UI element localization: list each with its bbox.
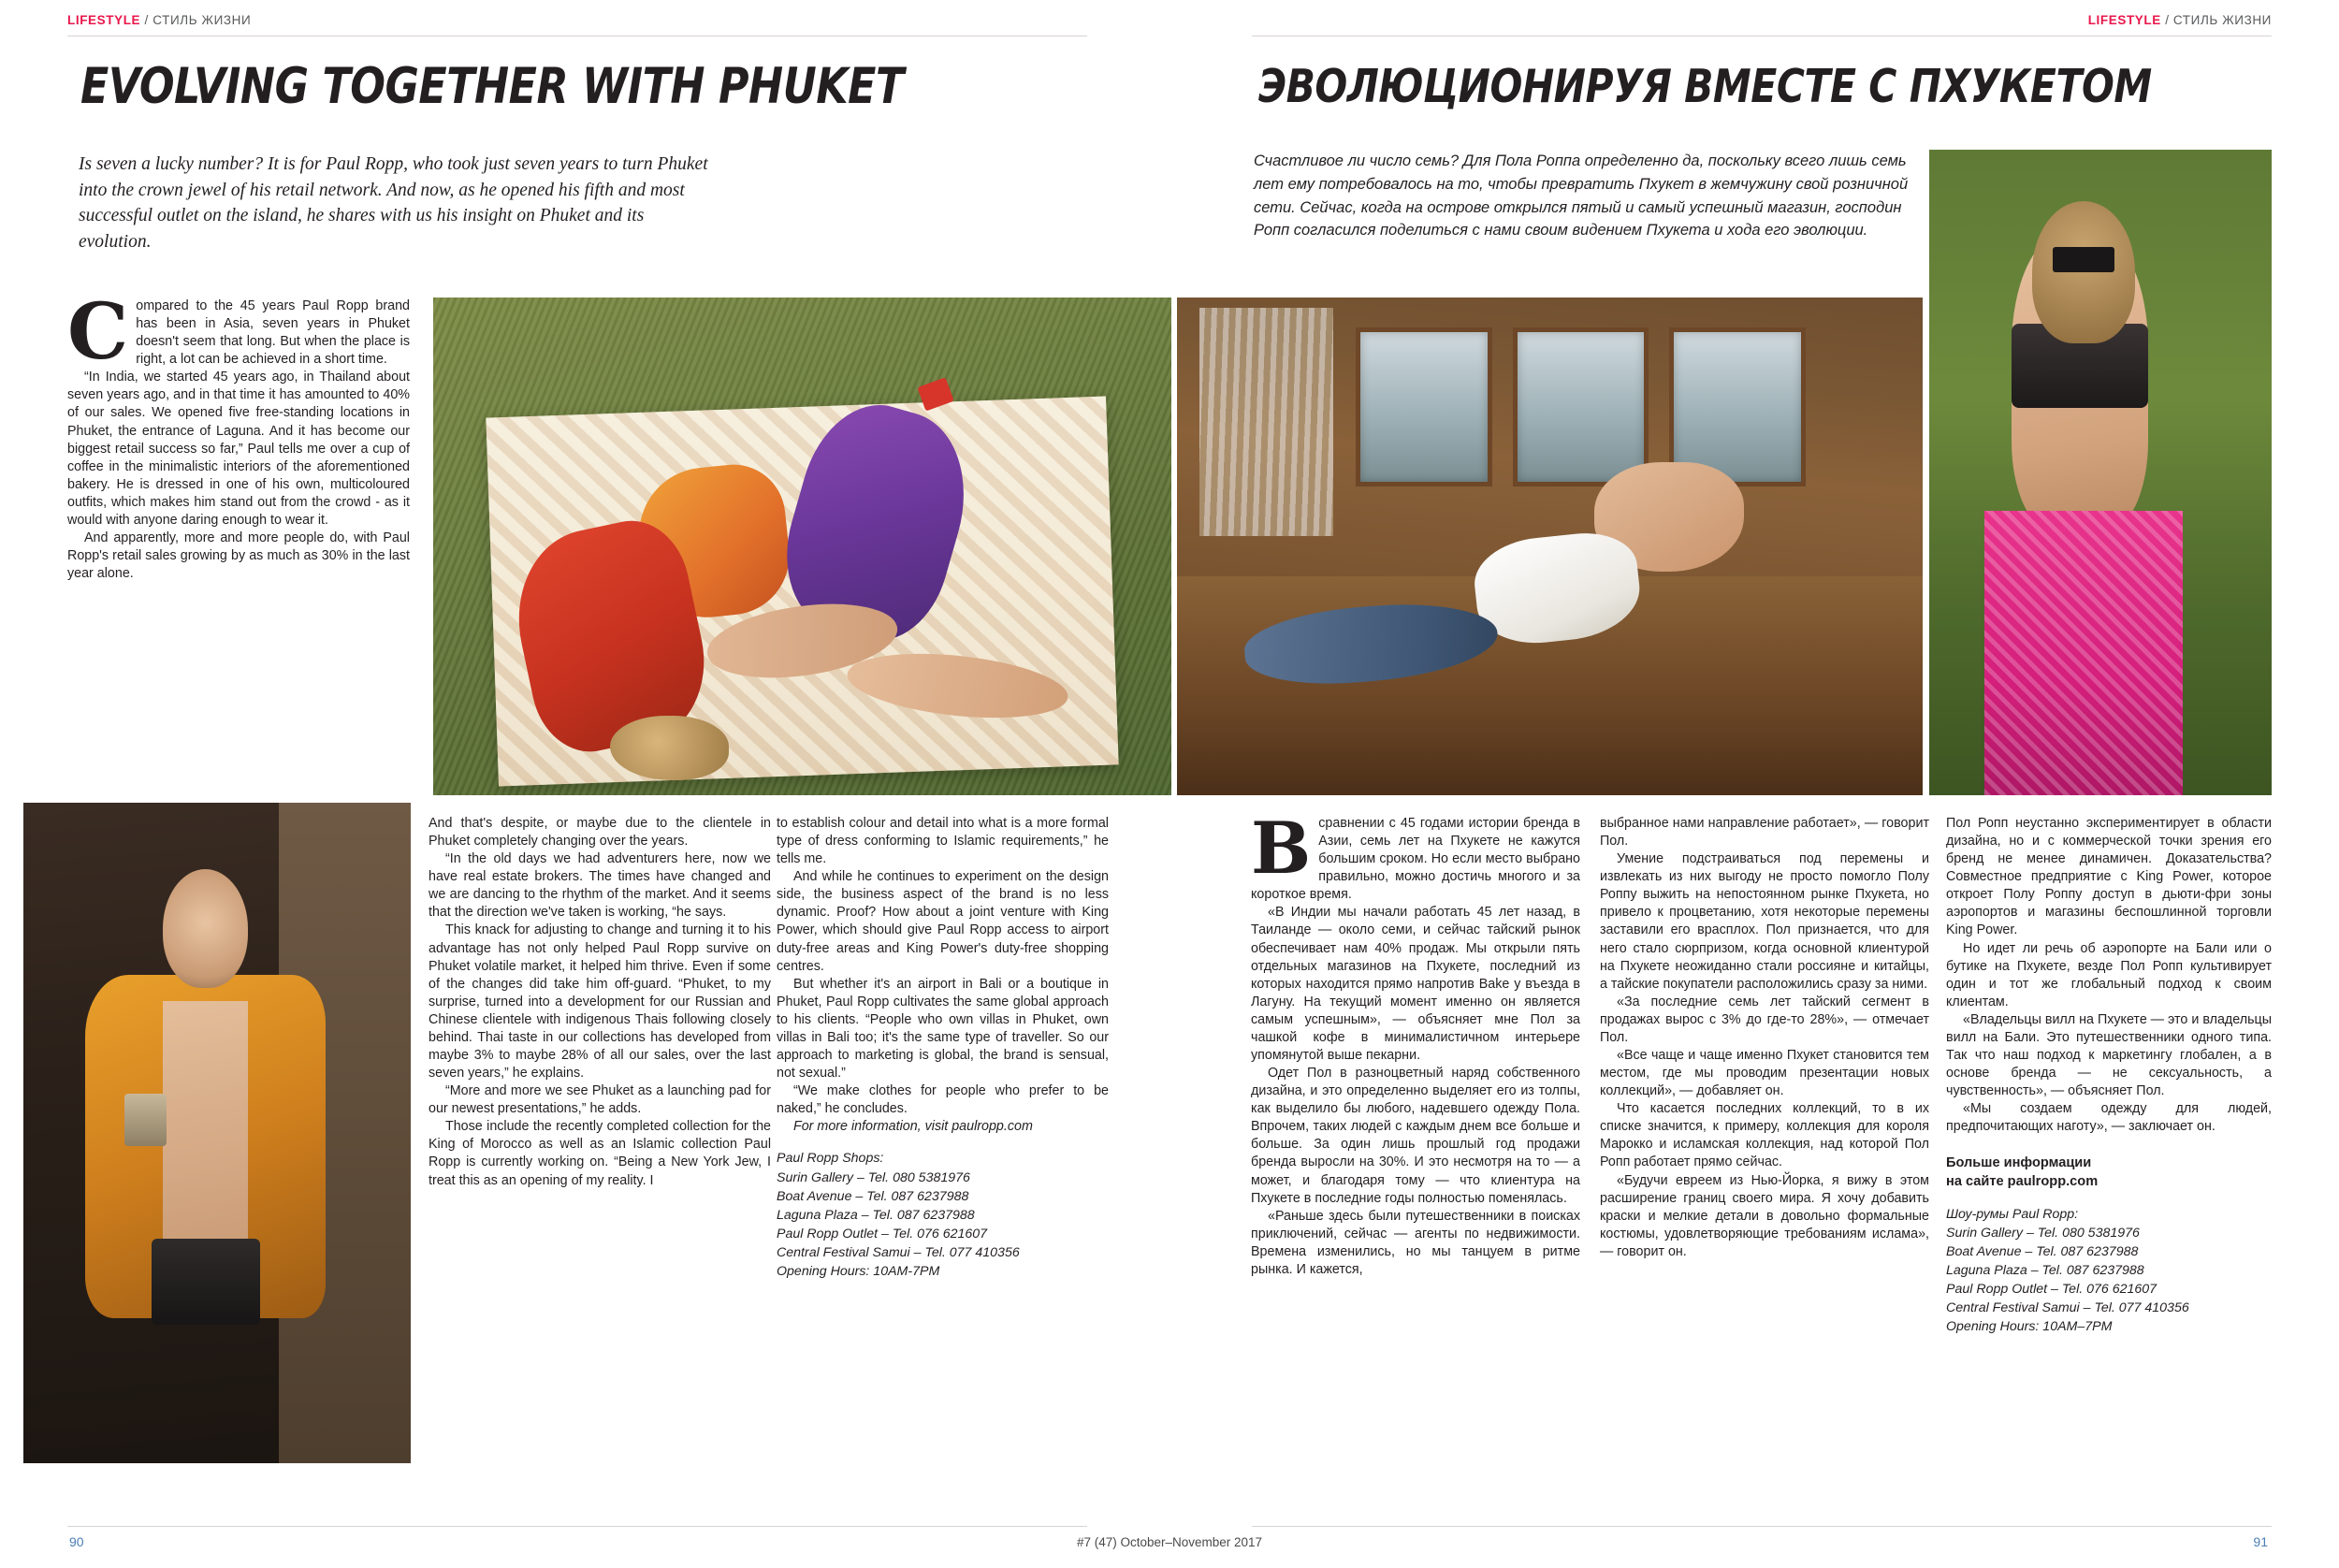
paragraph: «Мы создаем одежду для людей, предпочитающих наготу», — заключает он. xyxy=(1946,1101,2272,1135)
paragraph: «Все чаще и чаще именно Пхукет становится тем местом, где мы проводим презентации новых коллекций», — добавляет он. xyxy=(1600,1048,1929,1099)
paragraph: сравнении с 45 годами истории бренда в Азии, семь лет на Пхукете не кажутся большим сроком. Но если место выбрано правильно, можно достичь многого и за короткое время. xyxy=(1251,816,1580,903)
more-info-russian[interactable] xyxy=(1946,1154,2272,1191)
headline-russian: ЭВОЛЮЦИОНИРУЯ ВМЕСТЕ С ПХУКЕТОМ xyxy=(1258,60,2152,113)
paragraph: Пол Ропп неустанно экспериментирует в области дизайна, но и с коммерческой точки зрения его бренд не менее динамичен. Доказательства? Совместное предприятие с King Power, которое откроет Полу Роппу доступ в дьюти-фри зоны аэропортов и магазины беспошлинной торговли King Power. xyxy=(1946,816,2272,938)
running-head-brand-left: LIFESTYLE xyxy=(67,13,141,27)
paragraph: And while he continues to experiment on the design side, the business aspect of the brand is no less dynamic. Proof? How about a joint venture with King Power, which should give Paul Ropp access to airport duty-free areas and King Power's duty-free shopping centres. xyxy=(777,869,1109,974)
paragraph: “We make clothes for people who prefer to be naked,” he concludes. xyxy=(777,1083,1109,1117)
photo-women-on-blanket xyxy=(433,298,1171,795)
paragraph: And apparently, more and more people do, with Paul Ropp's retail sales growing by as much as 30% in the last year alone. xyxy=(67,530,410,582)
more-info-line-1: Больше информации xyxy=(1946,1155,2092,1171)
shop-entry: Central Festival Samui – Tel. 077 410356 xyxy=(777,1245,1020,1261)
shop-entry: Boat Avenue – Tel. 087 6237988 xyxy=(1946,1243,2139,1259)
body-column-russian-1 xyxy=(1251,806,1580,1279)
body-column-english-1 xyxy=(67,287,410,583)
body-column-russian-2 xyxy=(1600,815,1929,1261)
paragraph: Умение подстраиваться под перемены и извлекать из них выгоду не просто помогло Полу Роппу выжить на непостоянном рынке Пхукета, но привело к процветанию, хотя некоторые перемены заставили его врасплох. Пол признается, что для него стало сюрпризом, когда основной клиентурой на Пхукете неожиданно стали россияне и китайцы, а тайские покупатели расположились сразу за ними. xyxy=(1600,851,1929,992)
paragraph: “In the old days we had adventurers here, now we have real estate brokers. The times have changed and we are dancing to the rhythm of the market. And it seems that the direction we've taken is working, “he says. xyxy=(429,851,771,921)
opening-hours-english: Opening Hours: 10AM-7PM xyxy=(777,1264,940,1280)
paragraph: «Будучи евреем из Нью-Йорка, я вижу в этом расширение границ своего мира. Я хочу добавить краски и мелкие детали в довольно формальные костюмы, удовлетворяющие требованиям ислама», — говорит он. xyxy=(1600,1172,1929,1259)
dropcap-russian: В xyxy=(1251,806,1312,890)
paragraph: to establish colour and detail into what is a more formal type of dress conforming to Islamic requirements,” he tells me. xyxy=(777,816,1109,867)
paragraph: “In India, we started 45 years ago, in Thailand about seven years ago, and in that time it has amounted to 40% of our sales. We opened five free-standing locations in Phuket, the entrance of Laguna. And it has become our biggest retail success so far,” Paul tells me over a cup of coffee in the minimalistic interiors of the aforementioned bakery. He is dressed in one of his own, multicoloured outfits, which makes him stand out from the crowd - as it would with anyone daring enough to wear it. xyxy=(67,370,410,528)
shops-list-english xyxy=(777,1149,1109,1281)
standfirst-english: Is seven a lucky number? It is for Paul Ropp, who took just seven years to turn Phuket into the crown jewel of his retail network. And now, as he opened his fifth and most successful outlet on the island, he shares with us his insight on Phuket and its evolution. xyxy=(79,154,708,253)
issue-line: #7 (47) October–November 2017 xyxy=(1076,1535,1263,1549)
paragraph: Что касается последних коллекций, то в их списке значится, к примеру, коллекция для короля Марокко и исламская коллекция, над которой Пол Ропп работает прямо сейчас. xyxy=(1600,1101,1929,1170)
rule-bottom-right xyxy=(1252,1526,2272,1527)
running-head-right xyxy=(2088,13,2272,27)
photo-pink-skirt xyxy=(1929,150,2272,795)
for-more-information-english[interactable]: For more information, visit paulropp.com xyxy=(793,1119,1033,1135)
page-number-right: 91 xyxy=(2253,1534,2268,1549)
shops-title-russian: Шоу-румы Paul Ropp: xyxy=(1946,1206,2079,1222)
rule-bottom-left xyxy=(67,1526,1087,1527)
photo-cabin-interior xyxy=(1177,298,1923,795)
paragraph: Those include the recently completed collection for the King of Morocco as well as an Islamic collection Paul Ropp is currently working on. “Being a New York Jew, I treat this as an opening of my reality. I xyxy=(429,1119,771,1188)
shop-entry: Laguna Plaza – Tel. 087 6237988 xyxy=(777,1207,975,1223)
paragraph: And that's despite, or maybe due to the clientele in Phuket completely changing over the years. xyxy=(429,816,771,849)
paragraph: ompared to the 45 years Paul Ropp brand has been in Asia, seven years in Phuket doesn't seem that long. But when the place is right, a lot can be achieved in a short time. xyxy=(136,298,410,368)
shop-entry: Paul Ropp Outlet – Tel. 076 621607 xyxy=(1946,1282,2157,1298)
paragraph: But whether it's an airport in Bali or a boutique in Phuket, Paul Ropp cultivates the same global approach to his clients. “People who own villas in Phuket, own villas in Bali too; it's the same type of traveller. So our approach to marketing is global, the brand is sensual, not sexual.” xyxy=(777,976,1109,1082)
paragraph: «Раньше здесь были путешественники в поисках приключений, сейчас — агенты по недвижимости. Времена изменились, но мы танцуем в ритме рынка. И кажется, xyxy=(1251,1208,1580,1277)
running-head-left xyxy=(67,13,251,27)
more-info-line-2: на сайте paulropp.com xyxy=(1946,1173,2099,1189)
opening-hours-russian: Opening Hours: 10AM–7PM xyxy=(1946,1319,2113,1335)
photo-woman-with-mug xyxy=(23,803,411,1463)
running-head-sub-right: / СТИЛЬ ЖИЗНИ xyxy=(2160,13,2272,27)
paragraph: Но идет ли речь об аэропорте на Бали или о бутике на Пхукете, везде Пол Ропп культивирует один и тот же глобальный подход к своим клиентам. xyxy=(1946,940,2272,1009)
paragraph: This knack for adjusting to change and turning it to his advantage has not only helped Paul Ropp survive on Phuket volatile market, it helped him thrive. Even if some of the changes did take him off-guard. “Phuket, to my surprise, turned into a development for our Russian and Chinese clientele with indigenous Thais following closely behind. Thai taste in our collections has developed from maybe 3% to maybe 28% of all our sales, over the last seven years,” he explains. xyxy=(429,922,771,1082)
headline-english: EVOLVING TOGETHER WITH PHUKET xyxy=(80,58,904,115)
shop-entry: Laguna Plaza – Tel. 087 6237988 xyxy=(1946,1262,2144,1278)
running-head-sub-left: / СТИЛЬ ЖИЗНИ xyxy=(140,13,252,27)
paragraph: Одет Пол в разноцветный наряд собственного дизайна, и это определенно выделяет его из толпы, как выделило бы любого, надевшего одежду Пола. Впрочем, таких людей с каждым днем все больше и больше. За один лишь прошлый год продажи бренда выросли на 30%. И это несмотря на то — а может, и благодаря тому — что клиентура на Пхукете в последние годы полностью поменялась. xyxy=(1251,1066,1580,1206)
shop-entry: Surin Gallery – Tel. 080 5381976 xyxy=(777,1169,970,1185)
running-head-brand-right: LIFESTYLE xyxy=(2087,13,2161,27)
paragraph: «Владельцы вилл на Пхукете — это и владельцы вилл на Бали. Это путешественники одного типа. Так что наш подход к маркетингу глобален, а в основе бренда — не сексуальность, а чувственность», — объясняет Пол. xyxy=(1946,1011,2272,1099)
paragraph: «В Индии мы начали работать 45 лет назад, в Таиланде — около семи, и сейчас тайский рынок обеспечивает нам 40% продаж. Мы открыли пять отдельных магазинов на Пхукете, последний из которых находится прямо напротив Bake у въезда в Лагуну. На текущий момент именно он является самым успешным», — объясняет мне Пол за чашкой кофе в минималистичном интерьере упомянутой выше пекарни. xyxy=(1251,905,1580,1064)
paragraph: “More and more we see Phuket as a launching pad for our newest presentations,” he adds. xyxy=(429,1083,771,1117)
paragraph: выбранное нами направление работает», — говорит Пол. xyxy=(1600,816,1929,849)
standfirst-russian: Счастливое ли число семь? Для Пола Роппа определенно да, поскольку всего лишь семь лет ему потребовалось на то, чтобы превратить Пхукет в жемчужину свой розничной сети. Сейчас, когда на острове открылся пятый и самый успешный магазин, господин Ропп согласился поделиться с нами своим видением Пхукета и хода его эволюции. xyxy=(1254,152,1909,240)
shop-entry: Central Festival Samui – Tel. 077 410356 xyxy=(1946,1300,2189,1316)
dropcap-english: C xyxy=(67,287,129,377)
body-column-english-2 xyxy=(429,815,771,1190)
shop-entry: Surin Gallery – Tel. 080 5381976 xyxy=(1946,1225,2140,1241)
shop-entry: Boat Avenue – Tel. 087 6237988 xyxy=(777,1188,969,1204)
body-column-russian-3 xyxy=(1946,815,2272,1337)
shops-title-english: Paul Ropp Shops: xyxy=(777,1151,884,1167)
shop-entry: Paul Ropp Outlet – Tel. 076 621607 xyxy=(777,1227,988,1242)
page-number-left: 90 xyxy=(69,1534,84,1549)
body-column-english-3 xyxy=(777,815,1109,1282)
paragraph: «За последние семь лет тайский сегмент в продажах вырос с 3% до где-то 28%», — отмечает Пол. xyxy=(1600,994,1929,1045)
shops-list-russian xyxy=(1946,1205,2272,1337)
